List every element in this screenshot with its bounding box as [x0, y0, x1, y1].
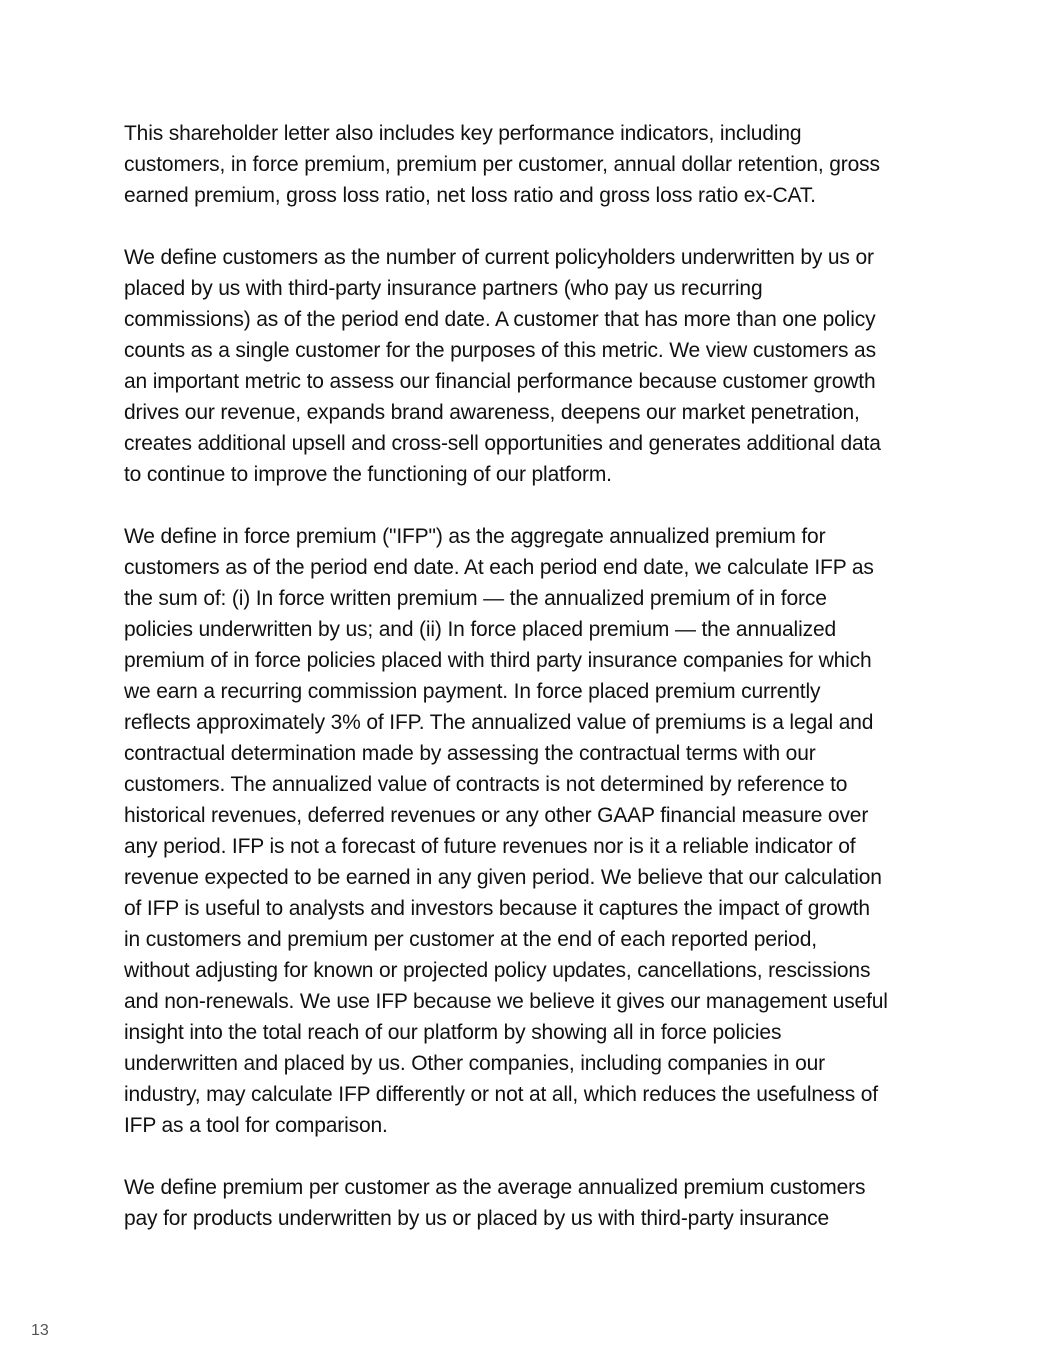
text-line: customers as of the period end date. At each period end date, we calculate IFP as [124, 556, 874, 579]
text-line: insight into the total reach of our platform by showing all in force policies [124, 1021, 782, 1044]
text-line: underwritten and placed by us. Other companies, including companies in our [124, 1052, 825, 1075]
text-line: contractual determination made by assessing the contractual terms with our [124, 742, 816, 765]
page-number: 13 [31, 1322, 49, 1339]
text-line: counts as a single customer for the purposes of this metric. We view customers as [124, 339, 876, 362]
text-line: an important metric to assess our financial performance because customer growth [124, 370, 876, 393]
text-line: historical revenues, deferred revenues or any other GAAP financial measure over [124, 804, 869, 827]
text-line: of IFP is useful to analysts and investors because it captures the impact of growth [124, 897, 870, 920]
text-line: premium of in force policies placed with third party insurance companies for which [124, 649, 872, 672]
text-line: placed by us with third-party insurance partners (who pay us recurring [124, 277, 763, 300]
text-line: We define premium per customer as the average annualized premium customers [124, 1176, 866, 1199]
text-line: customers, in force premium, premium per customer, annual dollar retention, gross [124, 153, 880, 176]
text-line: pay for products underwritten by us or placed by us with third-party insurance [124, 1207, 829, 1230]
text-line: creates additional upsell and cross-sell opportunities and generates additional data [124, 432, 881, 455]
text-line: commissions) as of the period end date. A customer that has more than one policy [124, 308, 876, 331]
text-line: revenue expected to be earned in any given period. We believe that our calculation [124, 866, 882, 889]
text-line: reflects approximately 3% of IFP. The annualized value of premiums is a legal and [124, 711, 874, 734]
text-line: industry, may calculate IFP differently or not at all, which reduces the usefulness of [124, 1083, 878, 1106]
text-line: We define customers as the number of current policyholders underwritten by us or [124, 246, 874, 269]
paragraph-premium-per-customer-definition [124, 1172, 944, 1234]
paragraph-customers-definition [124, 242, 944, 490]
text-line: to continue to improve the functioning of our platform. [124, 463, 612, 486]
text-line: and non-renewals. We use IFP because we believe it gives our management useful [124, 990, 888, 1013]
text-line: earned premium, gross loss ratio, net loss ratio and gross loss ratio ex-CAT. [124, 184, 816, 207]
text-line: policies underwritten by us; and (ii) In force placed premium — the annualized [124, 618, 837, 641]
text-line: We define in force premium ("IFP") as the aggregate annualized premium for [124, 525, 826, 548]
text-line: customers. The annualized value of contracts is not determined by reference to [124, 773, 848, 796]
text-line: IFP as a tool for comparison. [124, 1114, 388, 1137]
paragraph-ifp-definition [124, 521, 944, 1141]
text-line: in customers and premium per customer at the end of each reported period, [124, 928, 817, 951]
text-line: any period. IFP is not a forecast of future revenues nor is it a reliable indicator of [124, 835, 856, 858]
text-line: without adjusting for known or projected policy updates, cancellations, rescissions [124, 959, 871, 982]
document-body [124, 118, 944, 1265]
text-line: we earn a recurring commission payment. In force placed premium currently [124, 680, 821, 703]
paragraph-kpi-intro [124, 118, 944, 211]
text-line: This shareholder letter also includes key performance indicators, including [124, 122, 802, 145]
text-line: drives our revenue, expands brand awareness, deepens our market penetration, [124, 401, 860, 424]
text-line: the sum of: (i) In force written premium — the annualized premium of in force [124, 587, 827, 610]
